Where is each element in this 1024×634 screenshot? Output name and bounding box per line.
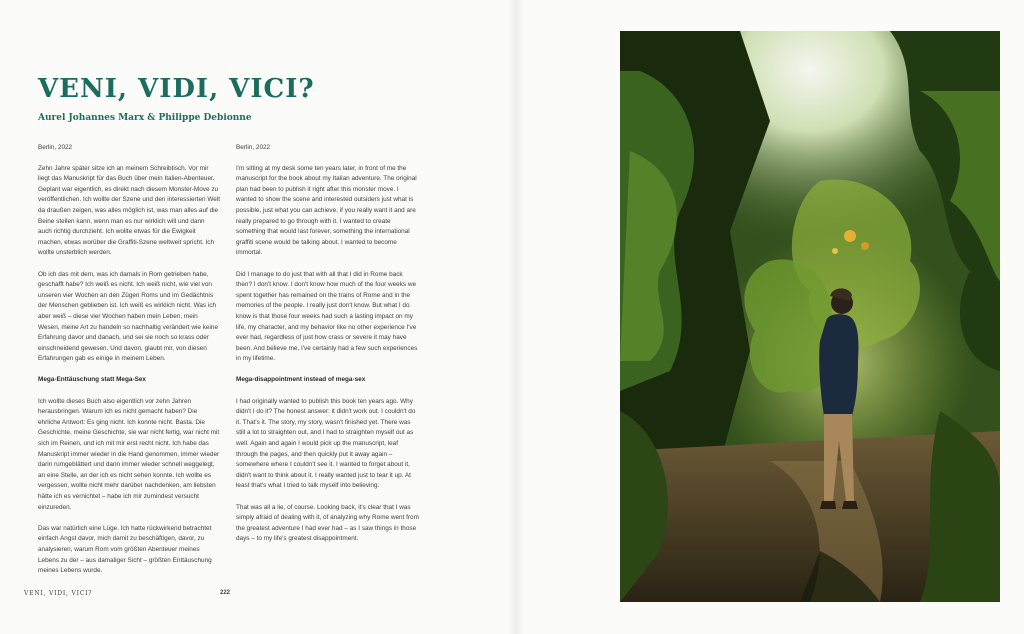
german-paragraph-1: Zehn Jahre später sitze ich an meinem Schreibtisch. Vor mir liegt das Manuskript für das Buch über mein Italien-Abenteuer. Geplant war eigentlich, es direkt nach diesem Monster-Move zu veröffentlichen. Ich wollte der Szene und den interessierten Welt da draußen zeigen, was alles möglich ist, was man alles auf die Beine stellen kann, wenn man es nur wirklich will und dann auch richtig durchzieht. Ich wollte etwas für die Ewigkeit machen, etwas worüber die Graffiti-Szene weltweit spricht. Ich wollte unsterblich werden. [38, 164, 221, 257]
article-authors: Aurel Johannes Marx & Philippe Debionne [38, 113, 252, 123]
english-subheading: Mega-disappointment instead of mega-sex [236, 376, 366, 384]
article-title: VENI, VIDI, VICI? [38, 74, 315, 104]
german-place-date: Berlin, 2022 [38, 144, 73, 151]
english-paragraph-4: That was all a lie, of course. Looking back, it's clear that I was simply afraid of dealing with it, of analyzing why Rome went from the greatest adventure I had ever had – as I saw things in those days – to my life's greatest disappointment. [236, 503, 419, 543]
photo-illustration [620, 31, 1000, 602]
english-column [236, 143, 420, 556]
english-paragraph-3: I had originally wanted to publish this book ten years ago. Why didn't I do it? The honest answer: it didn't work out. I couldn't do it. That's it. The story, my story, wasn't finished yet. There was still a lot to straighten out, and I had to straighten myself out as well. Again and again I would pick up the manuscript, leaf through the pages, and then quickly put it away again – somewhere where I couldn't see it. I wanted to forget about it, didn't want to think about it. I really wanted just to tear it up. At least that's what I tried to talk myself into believing. [236, 397, 416, 490]
german-paragraph-3: Ich wollte dieses Buch also eigentlich vor zehn Jahren herausbringen. Warum ich es nicht gemacht haben? Die ehrliche Antwort: Es ging nicht. Ich konnte nicht. Basta. Die Geschichte, meine Geschichte, sie war nicht fertig, war nicht mit sich im Reinen, und ich mit mir erst recht nicht. Ich habe das Manuskript immer wieder in die Hand genommen, immer wieder darin rumgeblättert und dann immer wieder schnell weggelegt, an eine Stelle, an der ich es nicht sehen konnte. Ich wollte es vergessen, wollte nicht mehr darüber nachdenken, am liebsten hätte ich es vernichtet – habe ich mir zumindest versucht einzureden. [38, 397, 220, 511]
book-gutter-shadow [508, 0, 524, 634]
german-column [38, 143, 220, 587]
english-paragraph-2: Did I manage to do just that with all that I did in Rome back then? I don't know. I don't know how much of the four weeks we spent together has remained on the trains of Rome and in the memories of the people. I really just don't know. But what I do know is that those four weeks had such a lasting impact on my life, my character, and my behavior like no other experience I've ever had, regardless of just how crass or severe it may have been. And believe me, I've certainly had a few such experiences in my lifetime. [236, 270, 418, 363]
english-paragraph-1: I'm sitting at my desk some ten years later, in front of me the manuscript for the book about my Italian adventure. The original plan had been to publish it right after this monster move. I wanted to show the scene and interested outsiders just what is possible, just what you can achieve, if you really want it and are really prepared to go through with it. I wanted to create something that would last forever, something the international graffiti scene would be talking about. I wanted to become immortal. [236, 164, 417, 257]
german-subheading: Mega-Enttäuschung statt Mega-Sex [38, 376, 146, 384]
english-place-date: Berlin, 2022 [236, 144, 271, 151]
forest-portrait-photo [620, 31, 1000, 602]
german-paragraph-4: Das war natürlich eine Lüge. Ich hatte rückwirkend betrachtet einfach Angst davor, mich damit zu beschäftigen, davor, zu analysieren, warum Rom vom größten Abenteuer meines Lebens zu der – aus damaliger Sicht – größten Enttäuschung meines Lebens wurde. [38, 524, 212, 575]
page-number: 222 [220, 590, 231, 596]
german-paragraph-2: Ob ich das mit dem, was ich damals in Rom getrieben habe, geschafft habe? Ich weiß es nicht. Ich weiß nicht, wie viel von unseren vier Wochen an den Zügen Roms und im Gedächtnis der Menschen geblieben ist. Ich weiß es wirklich nicht. Was ich aber weiß – diese vier Wochen haben mein Leben, mein Wesen, meine Art zu handeln so nachhaltig verändert wie keine Erfahrung davor und danach, und sei sie noch so krass oder einschneidend gewesen. Und davon, glaubt mir, von diesen Erfahrungen gab es einige in meinem Leben. [38, 270, 218, 363]
running-footer-title: VENI, VIDI, VICI? [24, 590, 93, 597]
